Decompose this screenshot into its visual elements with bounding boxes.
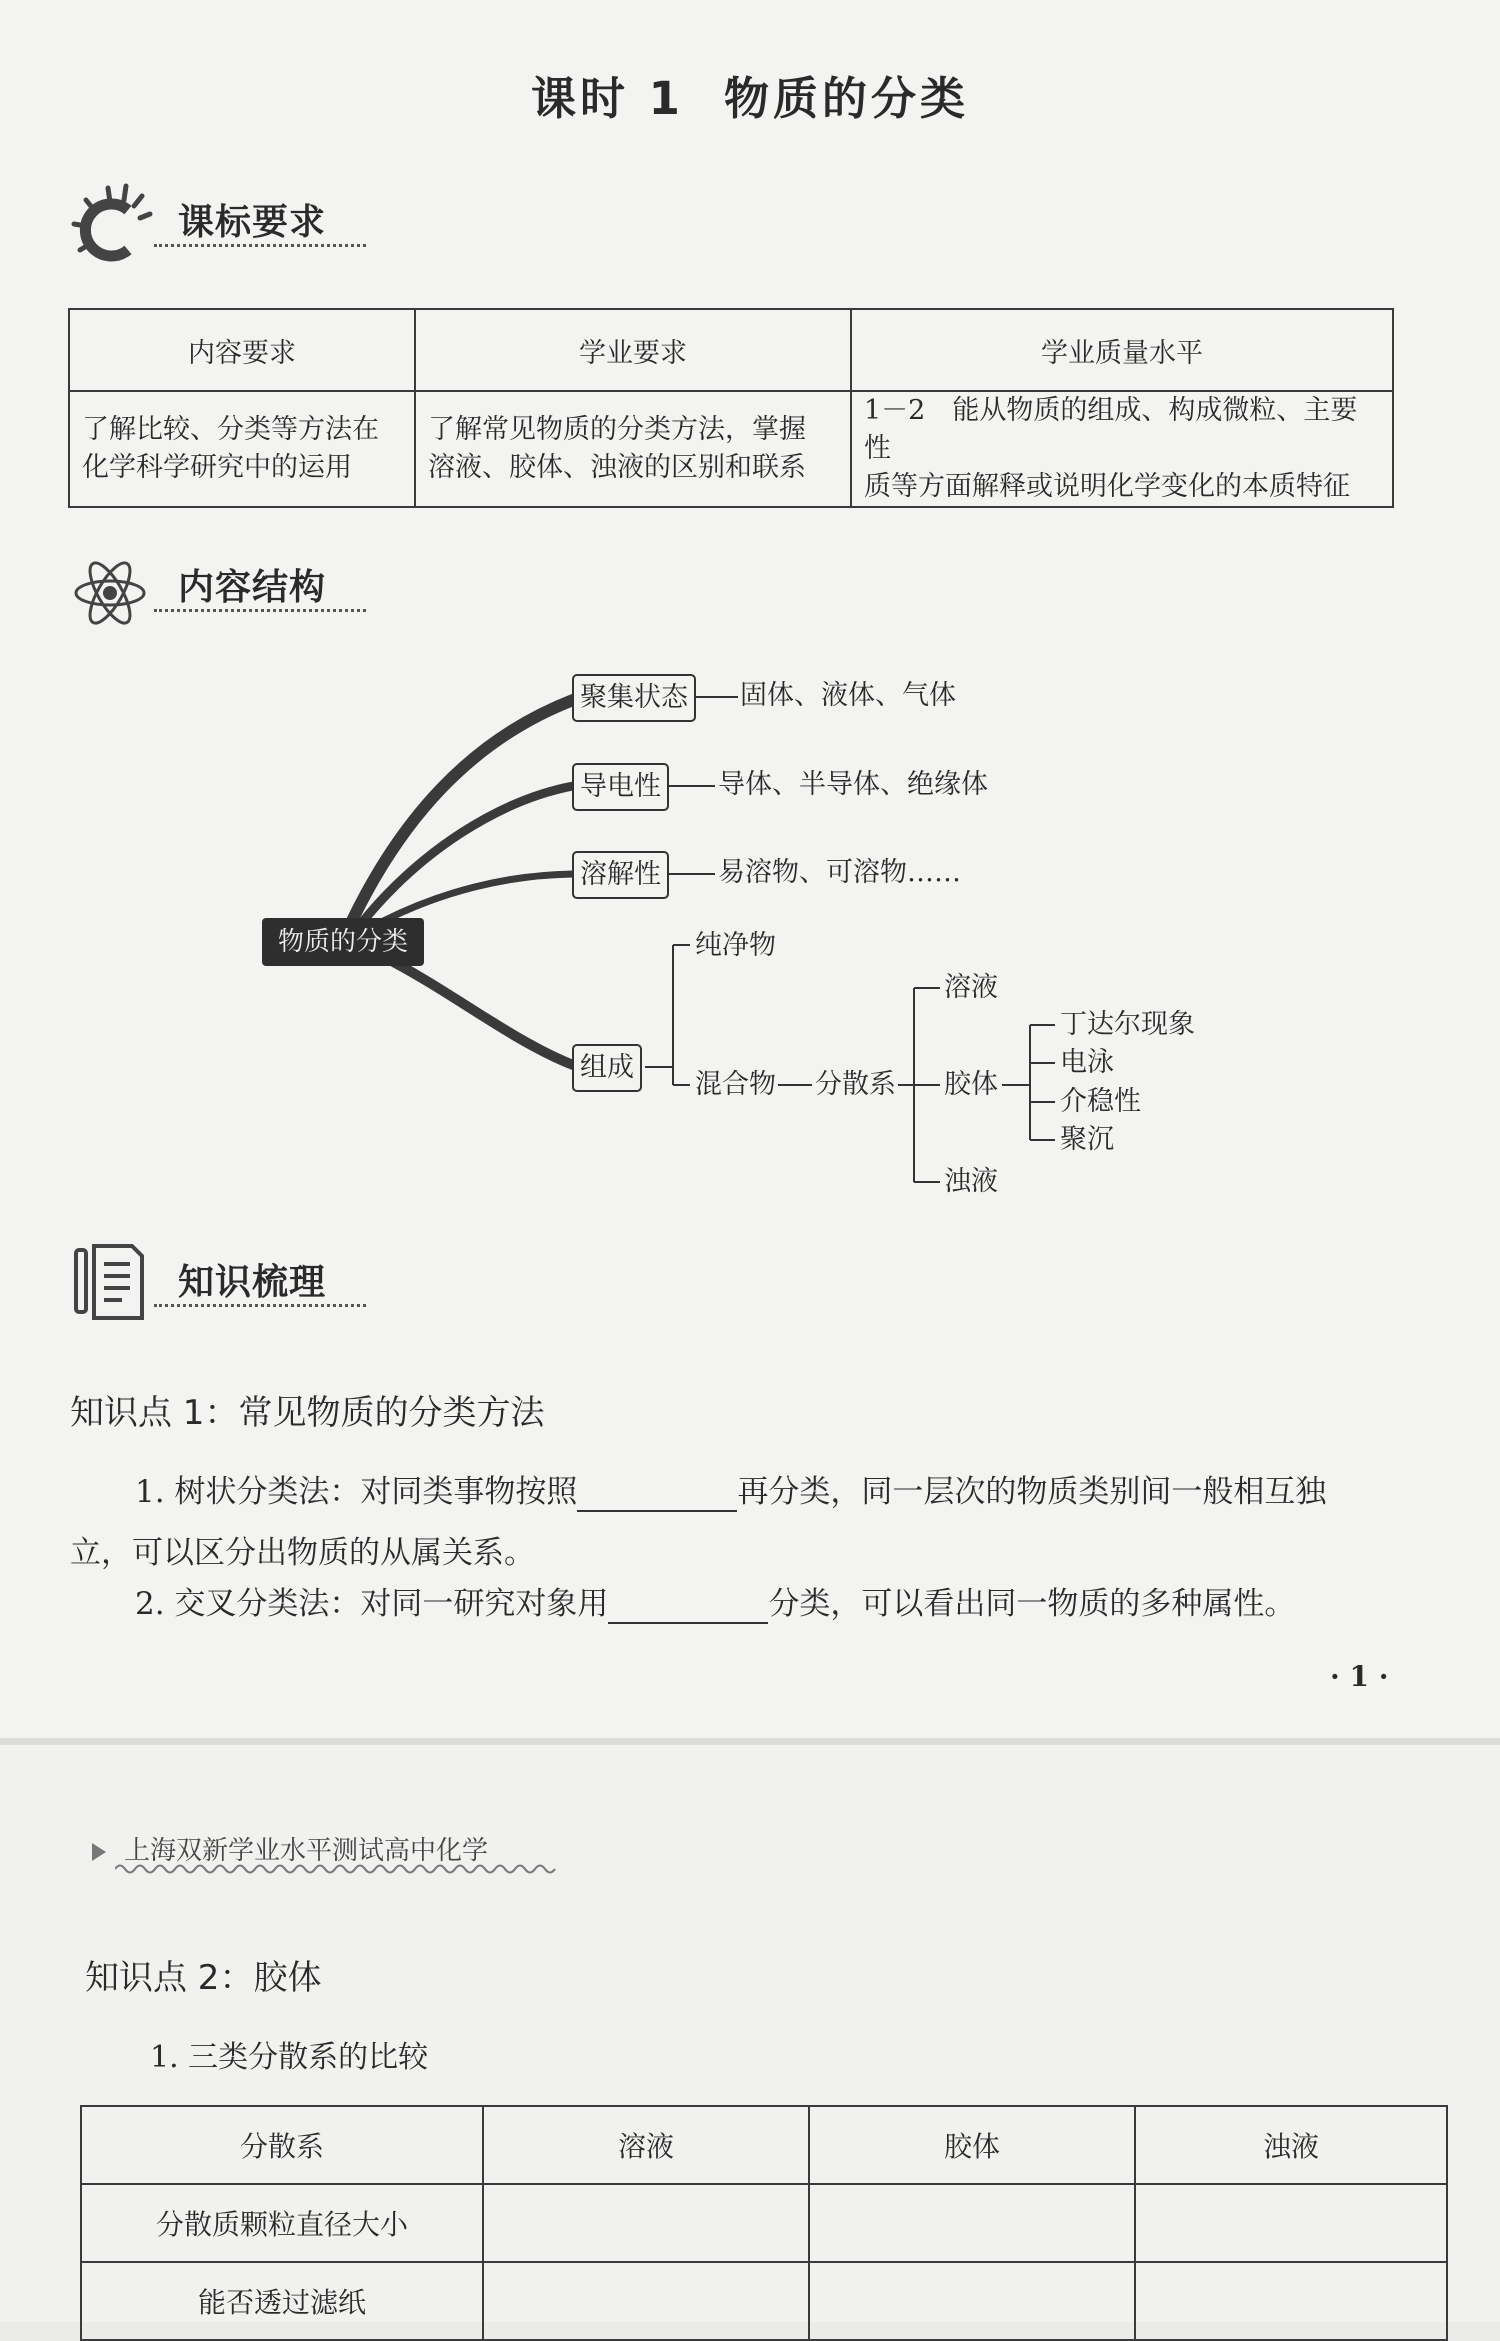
section-title: 知识梳理 <box>178 1262 327 1303</box>
section-knowledge <box>70 1240 390 1330</box>
row-label: 分散质颗粒直径大小 <box>81 2184 483 2262</box>
fill-blank[interactable] <box>608 1592 768 1624</box>
colloid-property: 电泳 <box>1060 1047 1114 1078</box>
kp2-title: 知识点 2：胶体 <box>85 1958 322 1998</box>
section-title: 内容结构 <box>178 567 327 608</box>
page-gap <box>0 1738 1500 1745</box>
table-cell: 了解比较、分类等方法在 化学科学研究中的运用 <box>69 391 415 507</box>
row-label: 能否透过滤纸 <box>81 2262 483 2340</box>
suspension: 浊液 <box>944 1166 998 1197</box>
dispersion-system: 分散系 <box>815 1069 896 1100</box>
table-cell[interactable] <box>1135 2184 1447 2262</box>
mindmap-root: 物质的分类 <box>262 918 424 966</box>
dotted-underline <box>154 1304 366 1307</box>
colloid: 胶体 <box>944 1069 998 1100</box>
table-cell: 1－2 能从物质的组成、构成微粒、主要性 质等方面解释或说明化学变化的本质特征 <box>851 391 1393 507</box>
dispersion-comparison-table <box>80 2105 1448 2341</box>
kp1-title: 知识点 1：常见物质的分类方法 <box>70 1393 545 1433</box>
table-cell[interactable] <box>809 2184 1135 2262</box>
branch-conductivity-detail: 导体、半导体、绝缘体 <box>718 769 988 800</box>
colloid-property: 丁达尔现象 <box>1060 1009 1195 1040</box>
branch-conductivity: 导电性 <box>572 763 669 811</box>
colloid-property: 聚沉 <box>1060 1124 1114 1155</box>
colloid-property: 介稳性 <box>1060 1086 1141 1117</box>
table-cell[interactable] <box>809 2262 1135 2340</box>
header-cell: 胶体 <box>809 2106 1135 2184</box>
branch-state-detail: 固体、液体、气体 <box>740 680 956 711</box>
header-cell: 溶液 <box>483 2106 809 2184</box>
table-cell[interactable] <box>483 2184 809 2262</box>
kp2-subtitle: 1. 三类分散系的比较 <box>150 2040 429 2075</box>
mixture: 混合物 <box>695 1069 776 1100</box>
branch-composition: 组成 <box>572 1044 642 1092</box>
table-cell[interactable] <box>483 2262 809 2340</box>
table-cell[interactable] <box>1135 2262 1447 2340</box>
header-cell: 学业质量水平 <box>851 309 1393 391</box>
kp1-paragraph-1-cont: 立，可以区分出物质的从属关系。 <box>70 1535 535 1571</box>
kp1-paragraph-2: 2. 交叉分类法：对同一研究对象用 分类，可以看出同一物质的多种属性。 <box>135 1586 1296 1622</box>
triangle-icon <box>92 1843 106 1861</box>
branch-state: 聚集状态 <box>572 674 696 722</box>
pure-substance: 纯净物 <box>695 930 776 961</box>
lesson-title: 课时 1 物质的分类 <box>531 72 969 125</box>
header-cell: 浊液 <box>1135 2106 1447 2184</box>
branch-solubility-detail: 易溶物、可溶物…… <box>718 857 961 888</box>
section-title: 课标要求 <box>178 202 327 243</box>
kp1-paragraph-1: 1. 树状分类法：对同类事物按照 再分类，同一层次的物质类别间一般相互独 <box>135 1474 1327 1510</box>
page-number: · 1 · <box>1330 1660 1389 1693</box>
branch-solubility: 溶解性 <box>572 851 669 899</box>
solution: 溶液 <box>944 972 998 1003</box>
notebook-icon <box>70 1240 160 1330</box>
wavy-underline <box>115 1862 565 1876</box>
header-cell: 分散系 <box>81 2106 483 2184</box>
table-cell: 了解常见物质的分类方法，掌握 溶液、胶体、浊液的区别和联系 <box>415 391 851 507</box>
running-head: 上海双新学业水平测试高中化学 <box>92 1830 488 1867</box>
header-cell: 学业要求 <box>415 309 851 391</box>
fill-blank[interactable] <box>577 1480 737 1512</box>
header-cell: 内容要求 <box>69 309 415 391</box>
